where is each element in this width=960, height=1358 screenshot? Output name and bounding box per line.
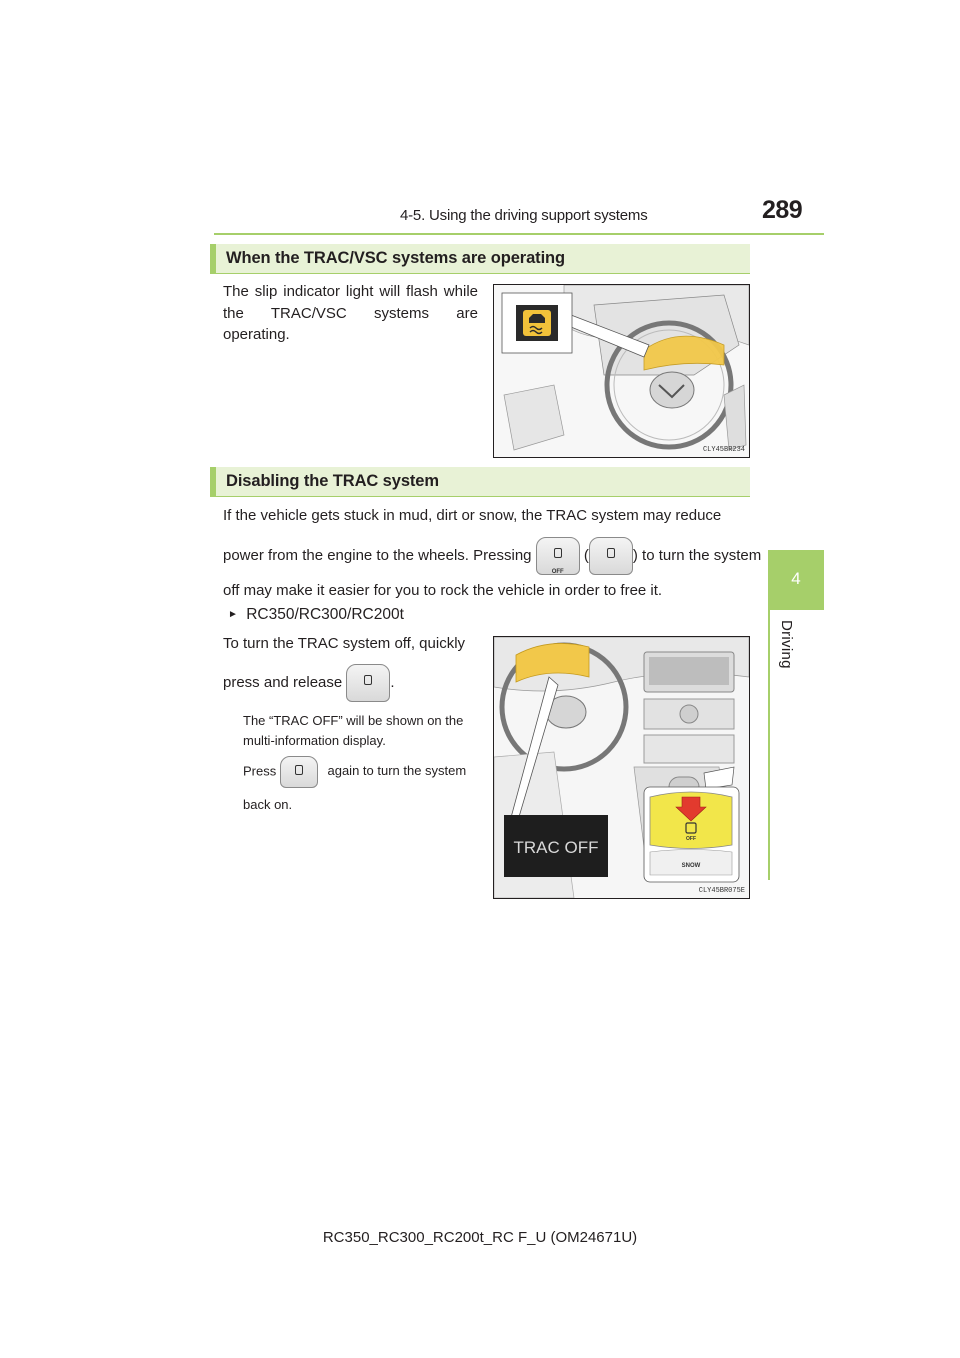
trac-off-figure bbox=[493, 636, 750, 899]
slip-indicator-icon bbox=[516, 305, 558, 341]
slip-indicator-figure bbox=[493, 284, 750, 458]
note-press-again bbox=[243, 756, 479, 788]
snow-button-icon bbox=[346, 664, 390, 702]
dashboard-illustration bbox=[494, 285, 749, 457]
chapter-tab-rule bbox=[768, 610, 770, 880]
step-line2 bbox=[223, 664, 478, 702]
note-trac-off-display: The “TRAC OFF” will be shown on the multi-information display. bbox=[243, 713, 464, 748]
body-text: Press bbox=[243, 763, 277, 779]
footer-model: RC350_RC300_RC200t_RC F_U (OM24671U) bbox=[322, 1229, 638, 1246]
body-text: ) to turn the system bbox=[632, 546, 762, 564]
section-heading-trac-vsc-operating bbox=[210, 244, 750, 274]
svg-text:OFF: OFF bbox=[686, 836, 696, 842]
arrow-right-icon: ► bbox=[228, 609, 238, 620]
note-press-again-cont: back on. bbox=[243, 797, 293, 812]
body-text: . bbox=[390, 673, 395, 691]
figure-code: CLY45BR075E bbox=[698, 887, 745, 895]
section2-body-line1: If the vehicle gets stuck in mud, dirt or snow, the TRAC system may reduce bbox=[223, 507, 722, 524]
model-subheading bbox=[228, 606, 404, 624]
section-heading-disabling-trac bbox=[210, 467, 750, 497]
page-number: 289 bbox=[762, 196, 803, 224]
running-header-section: 4-5. Using the driving support systems bbox=[400, 207, 648, 224]
body-text: again to turn the system bbox=[327, 763, 467, 779]
body-text: press and release bbox=[223, 673, 343, 691]
console-illustration bbox=[494, 637, 749, 898]
chapter-label: Driving bbox=[778, 620, 795, 669]
body-text: power from the engine to the wheels. Pressing bbox=[223, 546, 532, 564]
section-heading-text: When the TRAC/VSC systems are operating bbox=[226, 249, 566, 267]
section2-body-line3: off may make it easier for you to rock the vehicle in order to free it. bbox=[223, 582, 663, 599]
section1-body: The slip indicator light will flash while the TRAC/VSC systems are operating. bbox=[223, 283, 478, 343]
trac-off-display-text: TRAC OFF bbox=[513, 838, 599, 857]
header-rule bbox=[214, 233, 824, 235]
chapter-number: 4 bbox=[791, 569, 801, 588]
model-subheading-text: RC350/RC300/RC200t bbox=[246, 606, 404, 623]
body-text: ( bbox=[583, 546, 589, 564]
step-line1: To turn the TRAC system off, quickly bbox=[223, 635, 466, 652]
snow-button-label: SNOW bbox=[681, 863, 701, 869]
snow-button-icon bbox=[589, 537, 633, 575]
section-heading-text: Disabling the TRAC system bbox=[226, 472, 439, 490]
trac-off-button-icon: OFF bbox=[536, 537, 580, 575]
figure-code: CLY45BR234 bbox=[702, 446, 745, 454]
section2-body-line2 bbox=[223, 537, 762, 575]
snow-button-icon bbox=[280, 756, 318, 788]
